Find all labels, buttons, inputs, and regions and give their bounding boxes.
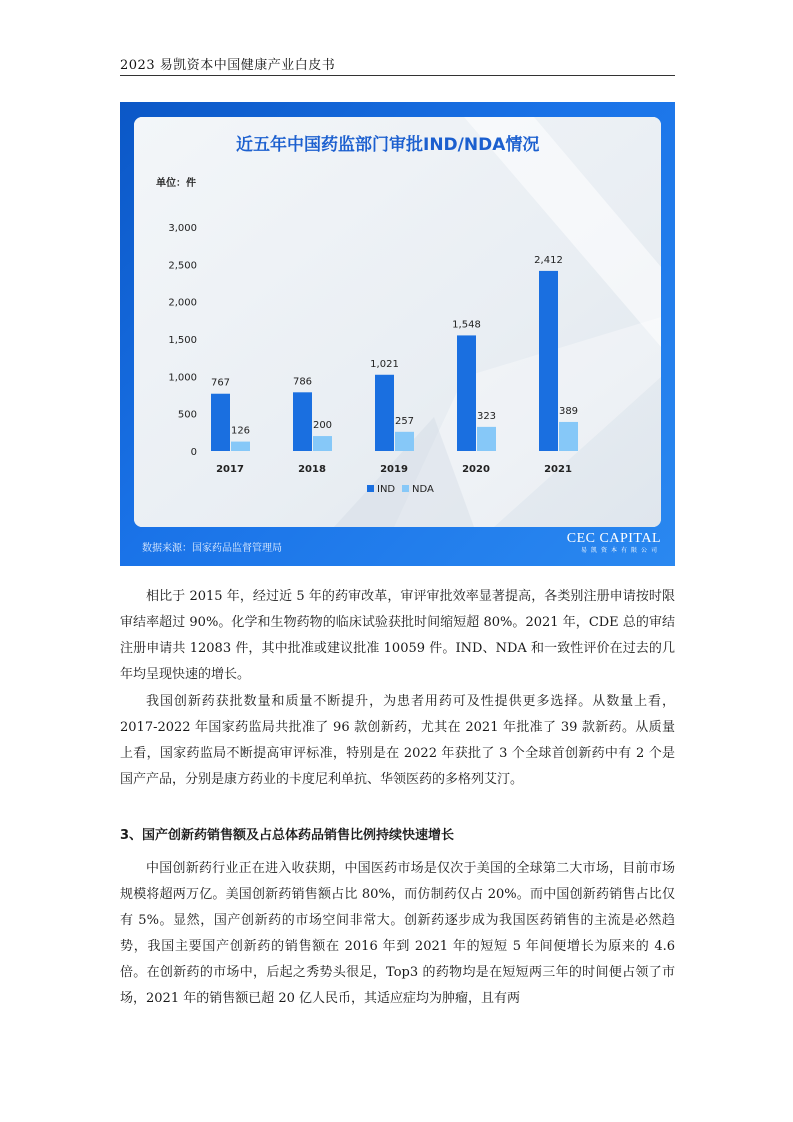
nda-bar (477, 427, 496, 451)
ind-bar (375, 375, 394, 451)
legend-swatch (367, 485, 374, 492)
logo-subtitle: 易凯资本有限公司 (580, 547, 661, 554)
y-tick-label: 500 (177, 409, 197, 421)
company-logo (567, 532, 661, 555)
logo-wordmark: CEC CAPITAL (566, 531, 661, 546)
ind-data-label: 2,412 (534, 254, 563, 266)
nda-bar (313, 436, 332, 451)
nda-bar (559, 422, 578, 451)
nda-data-label: 257 (394, 415, 415, 427)
data-source: 数据来源：国家药品监督管理局 (142, 543, 282, 554)
x-tick-label: 2021 (544, 464, 572, 475)
y-tick-label: 1,000 (168, 372, 197, 384)
unit-label: 单位：件 (156, 178, 196, 189)
nda-bar (395, 432, 414, 451)
ind-data-label: 767 (210, 377, 231, 389)
chart-figure (120, 102, 675, 566)
x-tick-label: 2017 (216, 464, 244, 475)
chart-title: 近五年中国药监部门审批IND/NDA情况 (236, 135, 540, 155)
page-header: 2023 易凯资本中国健康产业白皮书 (120, 58, 336, 73)
legend-swatch (402, 485, 409, 492)
nda-data-label: 126 (230, 425, 251, 437)
nda-data-label: 389 (558, 405, 579, 417)
x-tick-label: 2020 (462, 464, 490, 475)
legend-label: NDA (412, 484, 434, 495)
ind-data-label: 786 (292, 376, 313, 388)
nda-data-label: 200 (312, 420, 333, 432)
x-tick-label: 2019 (380, 464, 408, 475)
chart-panel (134, 117, 661, 527)
legend-label: IND (377, 484, 396, 495)
header-divider (120, 75, 675, 76)
y-tick-label: 2,000 (168, 297, 197, 309)
ind-bar (293, 392, 312, 451)
body-paragraph-1: 相比于 2015 年，经过近 5 年的药审改革，审评审批效率显著提高，各类别注册申请按时限审结率超过 90%。化学和生物药物的临床试验获批时间缩短超 80%。2021 年，CDE 总的审结注册申请共 12083 件，其中批准或建议批准 10059 件。IND、NDA 和一致性评价在过去的几年均呈现快速的增长。 (120, 589, 675, 682)
ind-data-label: 1,548 (452, 319, 481, 331)
y-tick-label: 0 (190, 447, 197, 458)
ind-bar (539, 271, 558, 451)
ind-data-label: 1,021 (370, 358, 399, 370)
y-tick-label: 1,500 (168, 335, 197, 346)
nda-bar (231, 442, 250, 451)
body-paragraph-2: 我国创新药获批数量和质量不断提升，为患者用药可及性提供更多选择。从数量上看，2017-2022 年国家药监局共批准了 96 款创新药，尤其在 2021 年批准了 39 款新药。从质量上看，国家药监局不断提高审评标准，特别是在 2022 年获批了 3 个全球首创新药中有 2 个是国产产品，分别是康方药业的卡度尼利单抗、华领医药的多格列艾汀。 (120, 694, 675, 787)
bar-chart (134, 117, 661, 527)
ind-bar (457, 335, 476, 451)
x-tick-label: 2018 (298, 464, 326, 475)
ind-bar (211, 394, 230, 451)
section-heading: 3、国产创新药销售额及占总体药品销售比例持续快速增长 (120, 828, 455, 843)
y-tick-label: 3,000 (168, 223, 197, 234)
y-tick-label: 2,500 (168, 260, 197, 272)
nda-data-label: 323 (476, 410, 497, 422)
body-paragraph-3: 中国创新药行业正在进入收获期，中国医药市场是仅次于美国的全球第二大市场，目前市场规模将超两万亿。美国创新药销售额占比 80%，而仿制药仅占 20%。而中国创新药销售占比仅有 5%。显然，国产创新药的市场空间非常大。创新药逐步成为我国医药销售的主流是必然趋势，我国主要国产创新药的销售额在 2016 年到 2021 年的短短 5 年间便增长为原来的 4.6 倍。在创新药的市场中，后起之秀势头很足，Top3 的药物均是在短短两三年的时间便占领了市场，2021 年的销售额已超 20 亿人民币，其适应症均为肿瘤，且有两 (120, 861, 675, 1006)
